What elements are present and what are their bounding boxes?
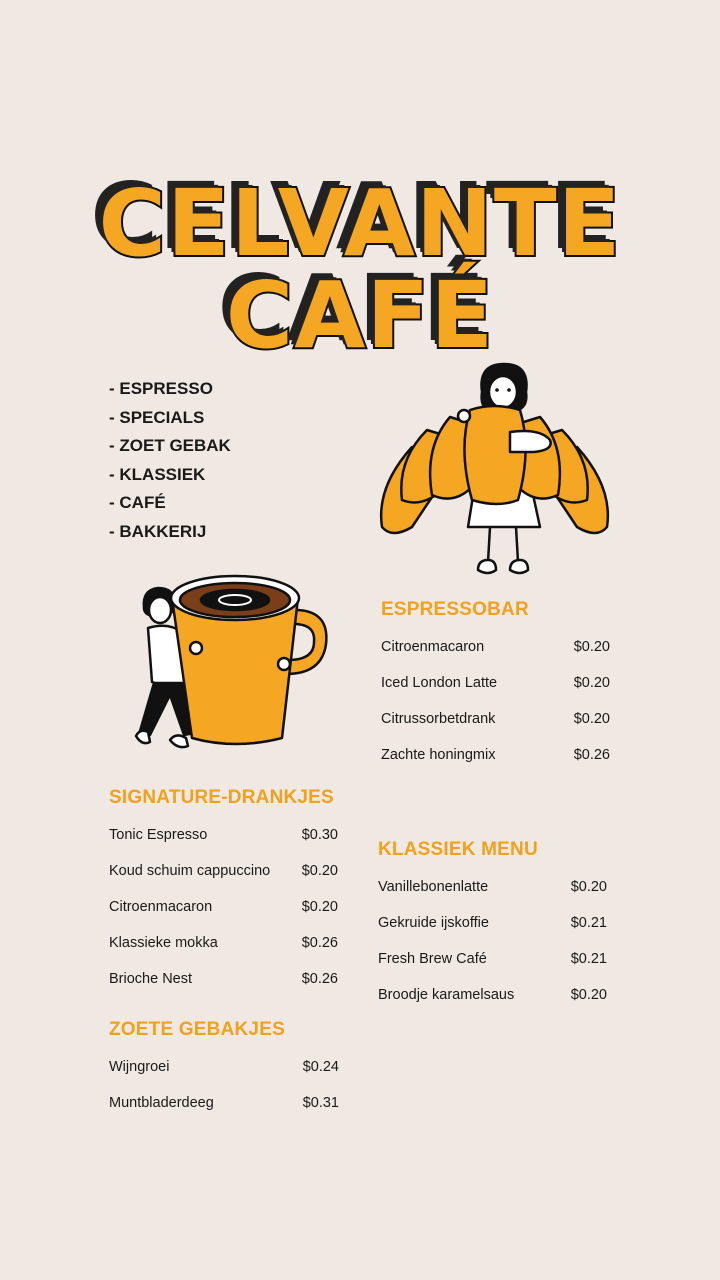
item-name: Gekruide ijskoffie [378,915,489,931]
item-name: Tonic Espresso [109,827,208,843]
menu-row [109,825,338,861]
item-price: $0.20 [570,987,607,1003]
item-name: Muntbladerdeeg [109,1095,214,1111]
item-name: Citroenmacaron [381,639,485,655]
nav-item-espresso[interactable]: - ESPRESSO [109,379,213,398]
coffee-cup-person-icon [130,568,335,753]
item-price: $0.26 [301,935,338,951]
croissant-person-icon [372,362,617,587]
section-heading: SIGNATURE-DRANKJES [109,787,334,808]
item-price: $0.31 [302,1095,339,1111]
menu-row [378,913,607,949]
signature-section [109,787,338,1005]
item-name: Citrussorbetdrank [381,711,496,727]
item-price: $0.20 [573,639,610,655]
title-line-2: CAFÉ [225,262,495,369]
menu-row [378,877,607,913]
item-price: $0.20 [573,675,610,691]
item-name: Vanillebonenlatte [378,879,489,895]
item-price: $0.20 [301,863,338,879]
nav-item-cafe[interactable]: - CAFÉ [109,493,166,512]
menu-row [381,709,610,745]
menu-row [109,861,338,897]
item-name: Wijngroei [109,1059,170,1075]
menu-row [378,949,607,985]
category-nav [109,378,231,549]
item-price: $0.26 [301,971,338,987]
item-price: $0.21 [570,951,607,967]
nav-item-bakkerij[interactable]: - BAKKERIJ [109,521,207,541]
item-price: $0.20 [573,711,610,727]
item-price: $0.26 [573,747,610,763]
nav-item-specials[interactable]: - SPECIALS [109,407,205,427]
section-heading: KLASSIEK MENU [378,839,538,860]
item-price: $0.21 [570,915,607,931]
section-heading: ESPRESSOBAR [381,599,529,620]
menu-row [381,637,610,673]
item-name: Broodje karamelsaus [378,987,515,1003]
nav-item-klassiek[interactable]: - KLASSIEK [109,464,206,484]
menu-row [381,745,610,781]
menu-row [109,969,338,1005]
espressobar-section [381,599,610,781]
menu-row [109,897,338,933]
menu-row [381,673,610,709]
menu-row [378,985,607,1021]
nav-item-zoet-gebak[interactable]: - ZOET GEBAK [109,436,231,455]
section-heading: ZOETE GEBAKJES [109,1019,285,1040]
menu-row [109,1057,339,1093]
menu-row [109,1093,339,1129]
item-name: Brioche Nest [109,971,193,987]
item-price: $0.20 [570,879,607,895]
item-name: Iced London Latte [381,675,498,691]
item-name: Zachte honingmix [381,747,496,763]
item-name: Citroenmacaron [109,899,213,915]
title-line-1: CELVANTE [98,170,622,277]
klassiek-section [378,839,607,1021]
item-price: $0.24 [302,1059,339,1075]
item-price: $0.20 [301,899,338,915]
menu-row [109,933,338,969]
item-name: Fresh Brew Café [378,951,487,967]
zoete-gebakjes-section [109,1019,339,1129]
item-price: $0.30 [301,827,338,843]
item-name: Koud schuim cappuccino [109,863,271,879]
item-name: Klassieke mokka [109,935,218,951]
